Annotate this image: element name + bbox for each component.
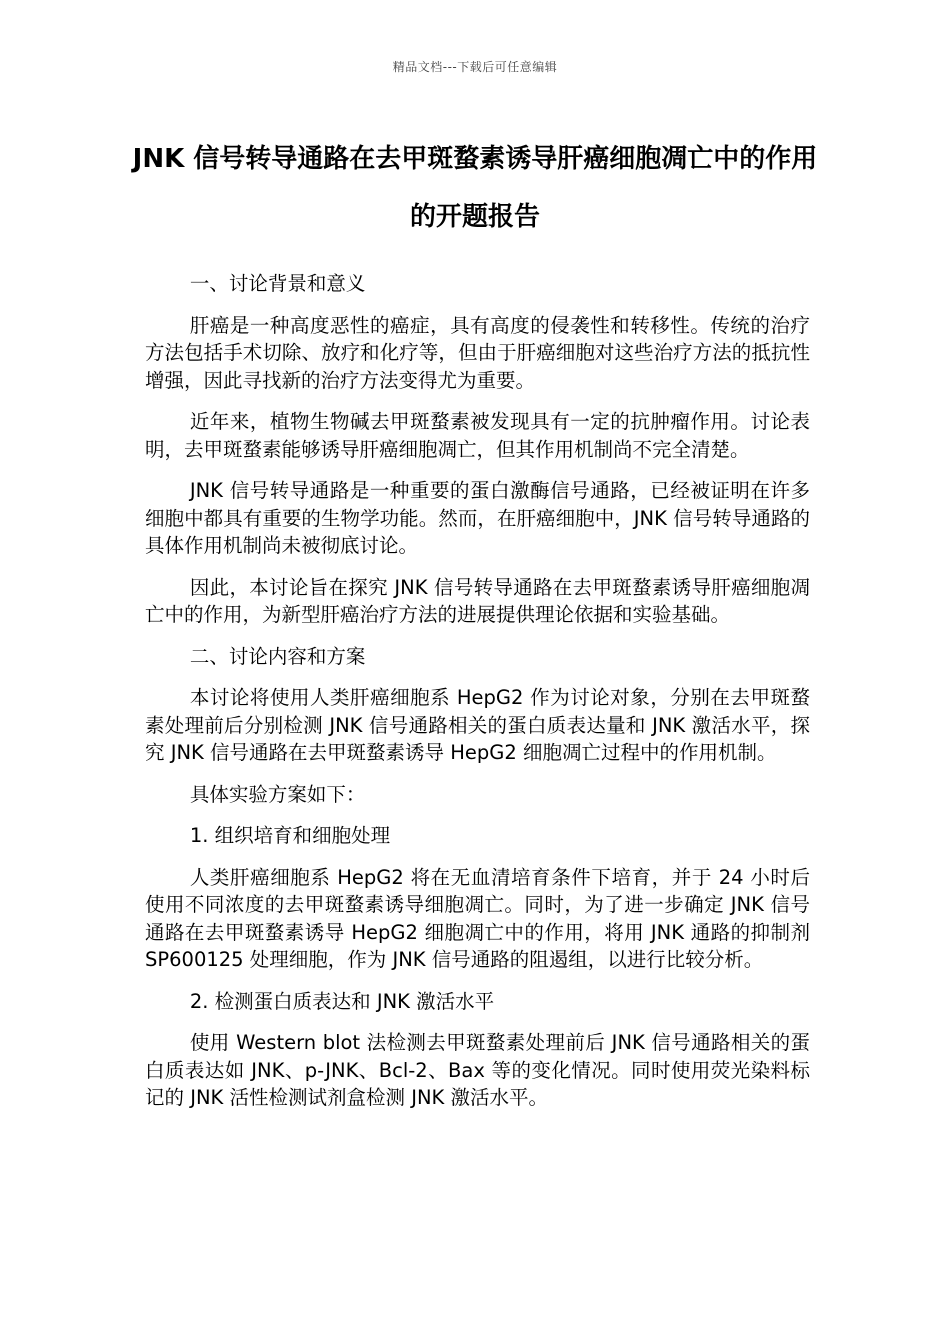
paragraph: 近年来，植物生物碱去甲斑蝥素被发现具有一定的抗肿瘤作用。讨论表明，去甲斑蝥素能够诱导肝癌细胞凋亡，但其作用机制尚不完全清楚。: [145, 410, 810, 461]
paragraph: 具体实验方案如下：: [189, 782, 366, 806]
subsection-heading-culture: 1. 组织培育和细胞处理: [189, 824, 391, 847]
paragraph: 因此，本讨论旨在探究 JNK 信号转导通路在去甲斑蝥素诱导肝癌细胞凋亡中的作用，为新型肝癌治疗方法的进展提供理论依据和实验基础。: [145, 575, 810, 626]
paragraph: JNK 信号转导通路是一种重要的蛋白激酶信号通路，已经被证明在许多细胞中都具有重要的生物学功能。然而，在肝癌细胞中，JNK 信号转导通路的具体作用机制尚未被彻底讨论。: [145, 479, 810, 557]
paragraph: 本讨论将使用人类肝癌细胞系 HepG2 作为讨论对象，分别在去甲斑蝥素处理前后分别检测 JNK 信号通路相关的蛋白质表达量和 JNK 激活水平，探究 JNK 信号通路在去甲斑蝥素诱导 HepG2 细胞凋亡过程中的作用机制。: [145, 686, 810, 764]
paragraph: 使用 Western blot 法检测去甲斑蝥素处理前后 JNK 信号通路相关的蛋白质表达如 JNK、p-JNK、Bcl-2、Bax 等的变化情况。同时使用荧光染料标记的 JNK 活性检测试剂盒检测 JNK 激活水平。: [145, 1031, 810, 1109]
section-heading-content-plan: 二、讨论内容和方案: [189, 644, 366, 668]
page-header-watermark: 精品文档---下载后可任意编辑: [392, 60, 558, 74]
document-title: JNK 信号转导通路在去甲斑蝥素诱导肝癌细胞凋亡中的作用的开题报告: [132, 144, 818, 232]
subsection-heading-detection: 2. 检测蛋白质表达和 JNK 激活水平: [189, 989, 495, 1013]
document-body: [145, 270, 810, 1126]
paragraph: 肝癌是一种高度恶性的癌症，具有高度的侵袭性和转移性。传统的治疗方法包括手术切除、放疗和化疗等，但由于肝癌细胞对这些治疗方法的抵抗性增强，因此寻找新的治疗方法变得尤为重要。: [145, 313, 810, 392]
paragraph: 人类肝癌细胞系 HepG2 将在无血清培育条件下培育，并于 24 小时后使用不同浓度的去甲斑蝥素诱导细胞凋亡。同时，为了进一步确定 JNK 信号通路在去甲斑蝥素诱导 HepG2 细胞凋亡中的作用，将用 JNK 通路的抑制剂 SP600125 处理细胞，作为 JNK 信号通路的阻遏组，以进行比较分析。: [145, 865, 810, 971]
section-heading-background: 一、讨论背景和意义: [189, 272, 366, 295]
